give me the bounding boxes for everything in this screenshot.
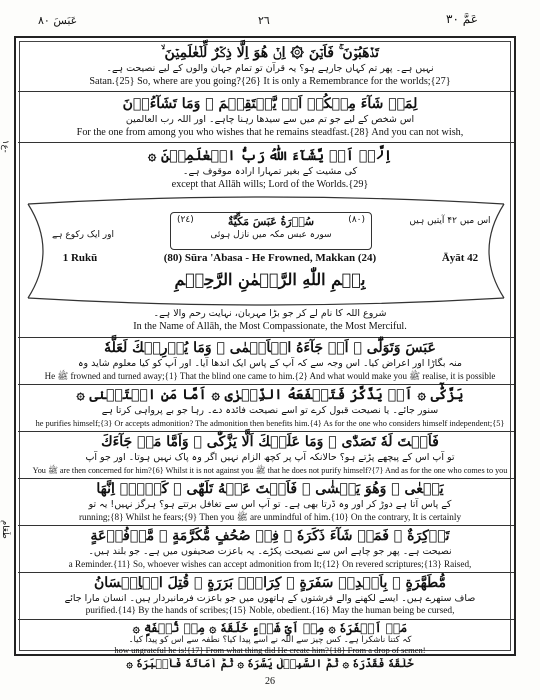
verse-arabic: خَلَقَهٗ فَقَدَّرَهٗ ۞ ثُمَّ السَّبِيۡلَ يَسَّرَهٗ ۞ ثُمَّ اَمَاتَهٗ فَاَقۡبَرَهٗ ۞ [126, 658, 414, 670]
divider [18, 572, 514, 573]
verse-urdu: کہ کتنا ناشکرا ہے۔ کس چیز سے اللہ نے اسے پیدا کیا؟ نطفہ سے اس کو پیدا کیا۔ [128, 635, 412, 645]
surah-title-english: (80) Sūra 'Abasa - He Frowned, Makkan (24) [163, 252, 377, 264]
surah-title-arabic: سُوۡرَةُ عَبَسَ مَكِّيَّةٌ [227, 215, 315, 228]
section-2 [22, 95, 518, 139]
verse-arabic: فَاَنۡتَ لَهٗ تَصَدّٰى ۞ وَمَا عَلَيۡكَ اَلَّا يَزَّكّٰى ۞ وَاَمَّا مَنۡ جَآءَكَ [101, 434, 439, 450]
header-surah-label: عَبَسَ ٨٠ [38, 14, 78, 27]
surah-right-en: Āyāt 42 [441, 252, 479, 264]
verse-english: a Reminder.{11} So, whoever wishes can accept admonition from It;{12} On revered scriptures;{13} Raised, [68, 559, 472, 569]
verse-english: You ﷺ are then concerned for him?{6} Whilst it is not against you ﷺ that he does not purify himself?{7} And as for the one who comes to you [32, 466, 508, 475]
header-para-label: عَمَّ ٣٠ [446, 12, 478, 26]
surah-subtitle-urdu: سورہ عبس مکہ میں نازل ہوئی [210, 230, 332, 240]
side-mark-word: طَعَامِ [0, 520, 10, 539]
section-1-english: Satan.{25} So, where are you going?{26} It is only a Remembrance for the worlds;{27} [89, 76, 451, 87]
bismillah-arabic: بِسۡمِ اللّٰهِ الرَّحۡمٰنِ الرَّحِيۡمِ [174, 270, 366, 289]
bismillah-urdu: شروع اللہ کا نام لے کر جو بڑا مہربان، نہایت رحم والا ہے۔ [153, 308, 387, 319]
verse-urdu: صاف ستھرے ہیں۔ ایسے لکھنے والے فرشتوں کے ہاتھوں میں جو باعزت فرمانبردار ہیں۔ انسان مارا جائے [64, 593, 476, 604]
verse-block-8 [22, 658, 518, 676]
section-1-urdu: نہیں ہے۔ پھر تم کہاں جارہے ہو؟ یہ قرآن تو تمام جہان والوں کے لیے نصیحت ہے۔ [106, 63, 434, 74]
section-2-arabic: لِمَنۡ شَآءَ مِنۡكُمۡ اَنۡ يَّسۡتَقِيۡمَ ۞ وَمَا تَشَآءُوۡنَ [122, 96, 418, 112]
divider [18, 525, 514, 526]
verse-arabic: مَاۤ اَكۡفَرَهٗ ۞ مِنۡ اَىِّ شَىۡءٍ خَلَقَهٗ ۞ مِنۡ نُّطۡفَةٍ ۞ [132, 621, 408, 635]
verse-block-2 [22, 386, 518, 430]
section-3-urdu: کی مشیت کے بغیر تمہارا ارادہ موقوف ہے۔ [182, 166, 358, 177]
verse-arabic: يَسۡعٰى ۞ وَهُوَ يَخۡشٰى ۞ فَاَنۡتَ عَنۡهُ تَلَهّٰى ۞ كَلَّاۤ اِنَّهَا [96, 481, 444, 497]
surah-number-left: (٢٤) [177, 215, 194, 225]
section-2-urdu: اس شخص کے لیے جو تم میں سے سیدھا رہنا چاہے۔ اور اللہ رب العالمین [125, 114, 415, 125]
verse-urdu: نصیحت ہے۔ پھر جو چاہے اس سے نصیحت پکڑے۔ یہ باعزت صحیفوں میں ہے۔ جو بلند ہیں۔ [88, 546, 452, 557]
surah-left-en: 1 Rukū [62, 252, 98, 264]
verse-urdu: کے پاس آتا ہے دوڑ کر اور وہ ڈرتا بھی ہے۔ تو آپ اس سے تغافل برتتے ہو؟ ہرگز نہیں! یہ تو [88, 499, 452, 510]
divider [18, 91, 514, 92]
verse-english: running;{8} Whilst he fears;{9} Then you ﷺ are unmindful of him.{10} On the contrary, It is certainly [78, 512, 462, 522]
section-3-english: except that Allāh wills; Lord of the Worlds.{29} [171, 179, 369, 190]
verse-block-7 [22, 621, 518, 655]
bismillah-english: In the Name of Allāh, the Most Compassionate, the Most Merciful. [133, 321, 407, 332]
verse-english: purified.{14} By the hands of scribes;{15} Noble, obedient.{16} May the human being be cursed, [85, 606, 455, 616]
verse-block-6 [22, 574, 518, 618]
verse-block-4 [22, 480, 518, 524]
surah-title-box [170, 212, 372, 250]
verse-arabic: يَزَّكّٰٓى ۞ اَوۡ يَذَّكَّرُ فَتَنۡفَعَهُ الذِّكۡرٰى ۞ اَمَّا مَنِ اسۡتَغۡنٰى ۞ [76, 387, 464, 403]
header-page-number: ٢٦ [258, 14, 270, 27]
verse-arabic: عَبَسَ وَتَوَلّٰٓى ۞ اَنۡ جَآءَهُ الۡاَعۡمٰى ۞ وَمَا يُدۡرِيۡكَ لَعَلَّهٗ [104, 340, 436, 356]
surah-left-ur: اور ایک رکوع ہے [51, 230, 115, 240]
bismillah-translation [22, 307, 518, 333]
verse-block-3 [22, 433, 518, 477]
verse-urdu: تو آپ اس کے پیچھے پڑتے ہو؟ حالانکہ آپ پر کچھ الزام نہیں اگر وہ پاک نہیں ہوتا۔ اور جو آپ [85, 452, 455, 463]
section-1-arabic: تَذۡهَبُوۡنَ ۚ فَاَيۡنَ ۞ اِنۡ هُوَ اِلَّا ذِكۡرٌ لِّلۡعٰلَمِيۡنَ ۙ [160, 45, 380, 61]
verse-arabic: مُّطَهَّرَةٍ ۞ بِاَيۡدِىۡ سَفَرَةٍ ۞ كِرَامٍۢ بَرَرَةٍ ۞ قُتِلَ الۡاِنۡسَانُ [93, 575, 447, 591]
surah-number-right: (٨٠) [348, 215, 365, 225]
verse-urdu: منہ بگاڑا اور اعراض کیا۔ اس وجہ سے کہ آپ کے پاس ایک اندھا آیا۔ اور آپ کو کیا معلوم شاید وہ [77, 358, 463, 369]
surah-right-ur: اس میں ۴۲ آیتیں ہیں [409, 216, 491, 226]
verse-english: he purifies himself;{3} Or accepts admonition? The admonition then benefits him.{4} As for the one who considers himself independent;{5} [35, 419, 505, 428]
footer-page-number: 26 [265, 676, 275, 687]
section-1 [22, 44, 518, 88]
bismillah [22, 271, 518, 289]
verse-arabic: تَذۡكِرَةٌ ۞ فَمَنۡ شَآءَ ذَكَرَهٗ ۞ فِىۡ صُحُفٍ مُّكَرَّمَةٍ ۞ مَّرۡفُوۡعَةٍ [90, 528, 450, 544]
section-3-arabic: اِلَّاۤ اَنۡ يَّشَآءَ اللّٰهُ رَبُّ الۡعٰلَمِيۡنَ ۞ [147, 148, 393, 164]
divider [18, 478, 514, 479]
verse-english: He ﷺ frowned and turned away;{1} That the blind one came to him.{2} And what would make you ﷺ realise, it is possible [44, 371, 496, 381]
divider [18, 619, 514, 620]
divider [18, 337, 514, 338]
section-2-english: For the one from among you who wishes that he remains steadfast.{28} And you can not wish, [76, 127, 464, 138]
divider [18, 431, 514, 432]
divider [18, 384, 514, 385]
verse-urdu: سنور جائے۔ یا نصیحت قبول کرے تو اسے نصیحت فائدہ دے۔ رہا جو بے پرواہی کرتا ہے [101, 405, 439, 416]
divider [18, 142, 514, 143]
section-3 [22, 147, 518, 191]
verse-english: how ungrateful he is!{17} From what thing did He create him?{18} From a drop of semen! [114, 645, 426, 655]
verse-block-1 [22, 339, 518, 383]
side-mark-ruku: ۱ع- [0, 140, 10, 153]
verse-block-5 [22, 527, 518, 571]
